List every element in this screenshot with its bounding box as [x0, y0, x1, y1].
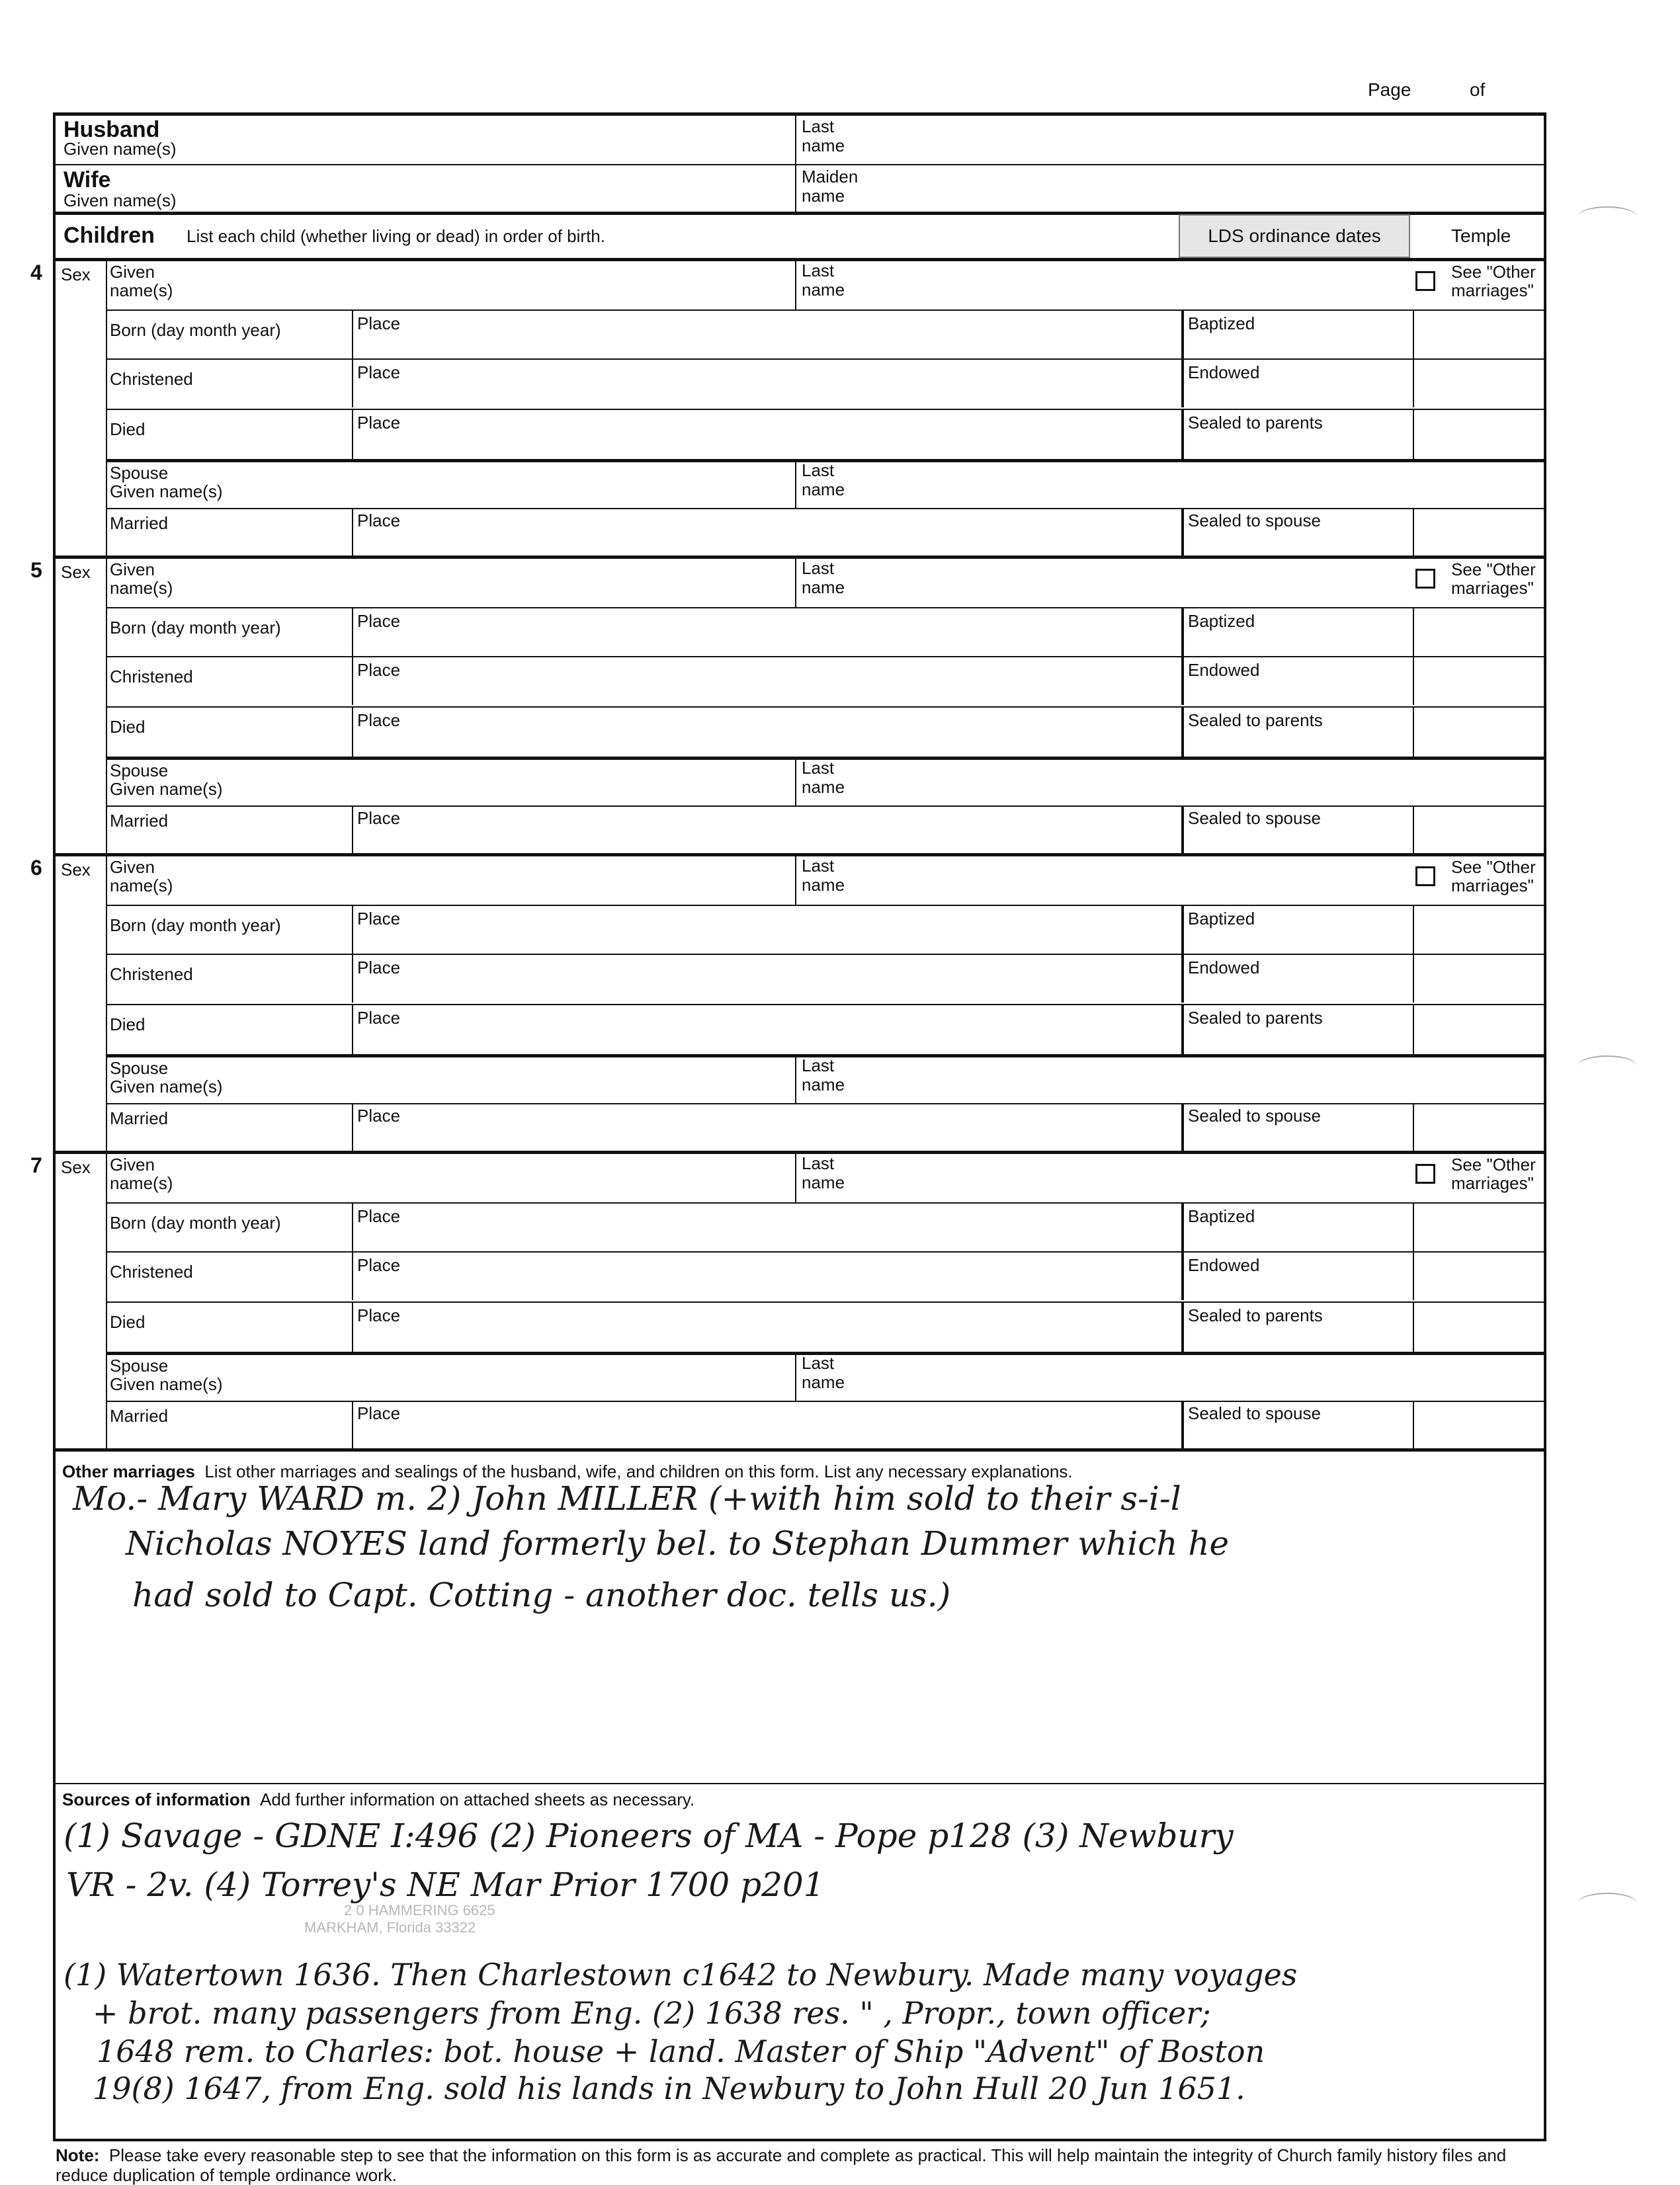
ordinance-label-baptized: Baptized — [1188, 313, 1255, 333]
other-marriages-checkbox[interactable] — [1415, 866, 1435, 886]
sources-heading — [62, 1790, 694, 1809]
place-label: Place — [357, 660, 401, 680]
place-label: Place — [357, 710, 401, 730]
lds-ordinance-header: LDS ordinance dates — [1179, 214, 1410, 258]
spouse-last-label: Last — [802, 1353, 835, 1373]
sex-label: Sex — [61, 1157, 91, 1177]
other-marriages-checkbox[interactable] — [1415, 271, 1435, 291]
other-marriages-title: Other marriages — [62, 1462, 195, 1481]
footer-note — [56, 2145, 1557, 2185]
child-given-label: Given — [110, 262, 155, 282]
other-marriages-checkbox[interactable] — [1415, 1164, 1435, 1184]
event-label-christened: Christened — [110, 964, 193, 984]
child-given-label-2: name(s) — [110, 1173, 173, 1193]
ordinance-label-sealed-spouse: Sealed to spouse — [1188, 1106, 1321, 1126]
bleed-through-text: MARKHAM, Florida 33322 — [304, 1919, 476, 1936]
temple-header: Temple — [1451, 226, 1511, 246]
ordinance-label-endowed: Endowed — [1188, 958, 1260, 977]
child-last-label: Last — [802, 1153, 835, 1173]
wife-given-label: Given name(s) — [63, 190, 177, 210]
other-marriages-line-3: had sold to Capt. Cotting - another doc. tells us.) — [132, 1576, 951, 1614]
note-label: Note: — [56, 2145, 100, 2165]
husband-given-label: Given name(s) — [63, 139, 177, 159]
ordinance-label-sealed_parents: Sealed to parents — [1188, 1008, 1323, 1028]
place-label: Place — [357, 1106, 401, 1126]
spouse-last-label-2: name — [802, 777, 845, 797]
ordinance-label-endowed: Endowed — [1188, 1255, 1260, 1275]
ordinance-label-sealed-spouse: Sealed to spouse — [1188, 511, 1321, 530]
child-last-label-2: name — [802, 1173, 845, 1192]
spouse-label: Spouse — [110, 761, 169, 780]
spouse-last-label: Last — [802, 1055, 835, 1075]
see-other-label: See "Other — [1451, 559, 1536, 579]
child-last-label-2: name — [802, 577, 845, 597]
place-label: Place — [357, 1008, 401, 1028]
sources-line-5: 1648 rem. to Charles: bot. house + land. Master of Ship "Advent" of Boston — [97, 2034, 1265, 2069]
child-given-label: Given — [110, 1155, 155, 1175]
place-label: Place — [357, 413, 401, 433]
child-given-label-2: name(s) — [110, 578, 173, 598]
married-label: Married — [110, 513, 169, 533]
child-given-label-2: name(s) — [110, 280, 173, 300]
sources-instruction: Add further information on attached sheets as necessary. — [260, 1790, 695, 1809]
child-number: 5 — [30, 558, 42, 582]
punch-hole-mark — [1577, 1893, 1637, 1914]
spouse-last-label: Last — [802, 758, 835, 778]
page-label: Page — [1368, 79, 1411, 100]
wife-maiden-label-2: name — [802, 186, 845, 206]
children-title: Children — [63, 223, 155, 248]
ordinance-label-sealed_parents: Sealed to parents — [1188, 413, 1323, 433]
sources-title: Sources of information — [62, 1790, 251, 1809]
event-label-died: Died — [110, 419, 146, 439]
ordinance-label-sealed-spouse: Sealed to spouse — [1188, 1403, 1321, 1423]
sex-label: Sex — [61, 562, 91, 582]
place-label: Place — [357, 1305, 401, 1325]
place-label: Place — [357, 909, 401, 928]
spouse-label: Spouse — [110, 463, 169, 483]
place-label: Place — [357, 1403, 401, 1423]
punch-hole-mark — [1577, 1055, 1637, 1077]
place-label: Place — [357, 1206, 401, 1226]
married-label: Married — [110, 811, 169, 831]
children-instruction: List each child (whether living or dead) in order of birth. — [187, 226, 605, 246]
spouse-last-label-2: name — [802, 479, 845, 499]
child-given-label: Given — [110, 559, 155, 579]
other-marriages-heading — [62, 1462, 1073, 1481]
sources-line-2: VR - 2v. (4) Torrey's NE Mar Prior 1700 p201 — [66, 1866, 825, 1904]
spouse-last-label-2: name — [802, 1075, 845, 1094]
see-other-label-2: marriages" — [1451, 1173, 1534, 1193]
see-other-label-2: marriages" — [1451, 280, 1534, 300]
place-label: Place — [357, 362, 401, 382]
bleed-through-text: 2 0 HAMMERING 6625 — [344, 1902, 495, 1918]
wife-maiden-label: Maiden — [802, 167, 859, 186]
spouse-last-label: Last — [802, 460, 835, 480]
event-label-christened: Christened — [110, 1262, 193, 1282]
sources-line-3: (1) Watertown 1636. Then Charlestown c1642 to Newbury. Made many voyages — [63, 1957, 1298, 1993]
ordinance-label-sealed-spouse: Sealed to spouse — [1188, 808, 1321, 828]
ordinance-label-baptized: Baptized — [1188, 611, 1255, 631]
sex-label: Sex — [61, 860, 91, 880]
child-last-label: Last — [802, 558, 835, 578]
event-label-christened: Christened — [110, 667, 193, 686]
sources-line-4: + brot. many passengers from Eng. (2) 1638 res. " , Propr., town officer; — [93, 1995, 1211, 2031]
note-text: Please take every reasonable step to see that the information on this form is as accurate and complete as practical. This will help maintain the integrity of Church family history files and reduce duplication of temple ordinance work. — [56, 2145, 1507, 2185]
place-label: Place — [357, 1255, 401, 1275]
spouse-last-label-2: name — [802, 1372, 845, 1392]
see-other-label-2: marriages" — [1451, 876, 1534, 895]
spouse-label-2: Given name(s) — [110, 481, 223, 501]
place-label: Place — [357, 511, 401, 530]
child-number: 6 — [30, 856, 42, 880]
child-given-label-2: name(s) — [110, 876, 173, 895]
place-label: Place — [357, 313, 401, 333]
other-marriages-checkbox[interactable] — [1415, 569, 1435, 589]
see-other-label: See "Other — [1451, 1155, 1536, 1175]
child-number: 4 — [30, 261, 42, 284]
event-label-born: Born (day month year) — [110, 618, 281, 638]
child-last-label: Last — [802, 261, 835, 280]
sources-line-6: 19(8) 1647, from Eng. sold his lands in Newbury to John Hull 20 Jun 1651. — [93, 2071, 1245, 2106]
child-last-label: Last — [802, 856, 835, 876]
wife-title: Wife — [63, 167, 111, 192]
ordinance-label-sealed_parents: Sealed to parents — [1188, 710, 1323, 730]
event-label-born: Born (day month year) — [110, 915, 281, 935]
ordinance-label-baptized: Baptized — [1188, 909, 1255, 928]
ordinance-label-sealed_parents: Sealed to parents — [1188, 1305, 1323, 1325]
place-label: Place — [357, 808, 401, 828]
event-label-christened: Christened — [110, 369, 193, 389]
sources-line-1: (1) Savage - GDNE I:496 (2) Pioneers of MA - Pope p128 (3) Newbury — [63, 1817, 1234, 1855]
child-number: 7 — [30, 1153, 42, 1177]
ordinance-label-endowed: Endowed — [1188, 362, 1260, 382]
of-label: of — [1470, 79, 1486, 100]
spouse-label-2: Given name(s) — [110, 1077, 223, 1096]
other-marriages-instruction: List other marriages and sealings of the husband, wife, and children on this form. List any necessary explanations. — [204, 1462, 1073, 1481]
child-last-label-2: name — [802, 280, 845, 300]
ordinance-label-baptized: Baptized — [1188, 1206, 1255, 1226]
event-label-died: Died — [110, 717, 146, 737]
event-label-born: Born (day month year) — [110, 320, 281, 340]
event-label-born: Born (day month year) — [110, 1213, 281, 1233]
other-marriages-line-2: Nicholas NOYES land formerly bel. to Stephan Dummer which he — [126, 1524, 1230, 1563]
spouse-label-2: Given name(s) — [110, 779, 223, 799]
punch-hole-mark — [1577, 206, 1637, 227]
see-other-label: See "Other — [1451, 857, 1536, 877]
event-label-died: Died — [110, 1312, 146, 1332]
sex-label: Sex — [61, 265, 91, 284]
other-marriages-line-1: Mo.- Mary WARD m. 2) John MILLER (+with him sold to their s-i-l — [73, 1479, 1181, 1518]
married-label: Married — [110, 1108, 169, 1128]
spouse-label: Spouse — [110, 1356, 169, 1376]
event-label-died: Died — [110, 1014, 146, 1034]
ordinance-label-endowed: Endowed — [1188, 660, 1260, 680]
child-given-label: Given — [110, 857, 155, 877]
married-label: Married — [110, 1406, 169, 1426]
place-label: Place — [357, 611, 401, 631]
place-label: Place — [357, 958, 401, 977]
child-last-label-2: name — [802, 875, 845, 895]
husband-last-label-2: name — [802, 136, 845, 155]
husband-last-label: Last — [802, 116, 835, 136]
see-other-label-2: marriages" — [1451, 578, 1534, 598]
husband-title: Husband — [63, 117, 160, 142]
see-other-label: See "Other — [1451, 262, 1536, 282]
spouse-label-2: Given name(s) — [110, 1374, 223, 1394]
spouse-label: Spouse — [110, 1058, 169, 1078]
